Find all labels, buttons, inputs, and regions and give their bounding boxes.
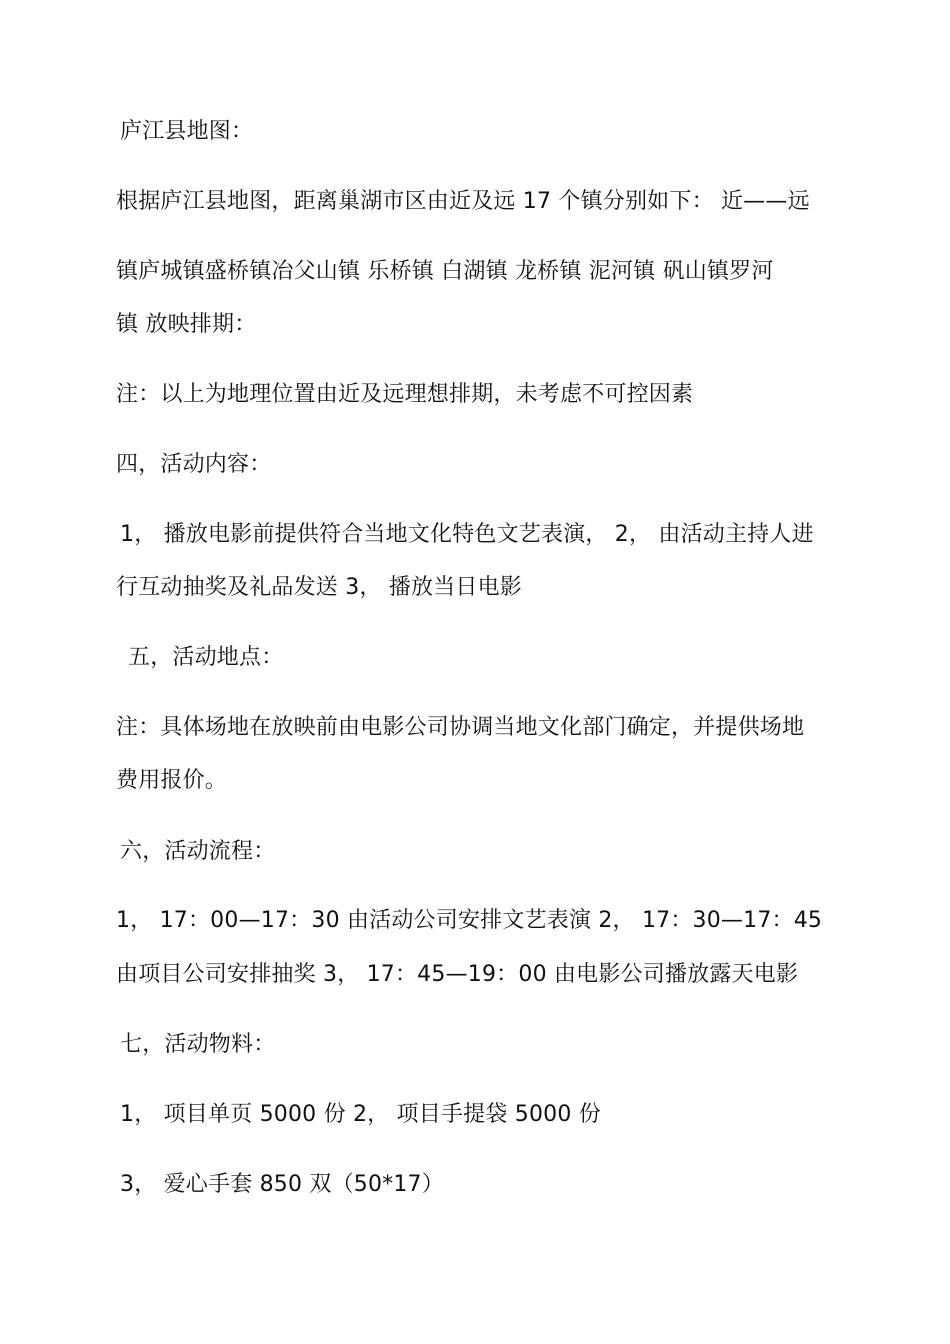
paragraph-line: 镇 放映排期： — [116, 312, 257, 337]
paragraph-line: 1， 播放电影前提供符合当地文化特色文艺表演， 2， 由活动主持人进 — [120, 522, 814, 547]
paragraph-line: 根据庐江县地图，距离巢湖市区由近及远 17 个镇分别如下： 近——远 — [116, 189, 810, 214]
paragraph-line: 1， 17：00—17：30 由活动公司安排文艺表演 2， 17：30—17：45 — [116, 908, 823, 933]
section-heading-5: 五，活动地点： — [128, 645, 284, 670]
note-line: 注：以上为地理位置由近及远理想排期，未考虑不可控因素 — [116, 382, 694, 407]
map-heading: 庐江县地图： — [120, 119, 254, 144]
paragraph-line: 费用报价。 — [116, 768, 228, 793]
section-heading-4: 四，活动内容： — [116, 452, 272, 477]
section-heading-7: 七，活动物料： — [120, 1032, 276, 1057]
note-line: 注：具体场地在放映前由电影公司协调当地文化部门确定，并提供场地 — [116, 715, 805, 740]
paragraph-line: 镇庐城镇盛桥镇冶父山镇 乐桥镇 白湖镇 龙桥镇 泥河镇 矾山镇罗河 — [116, 259, 774, 284]
paragraph-line: 1， 项目单页 5000 份 2， 项目手提袋 5000 份 — [120, 1102, 601, 1127]
section-heading-6: 六，活动流程： — [120, 839, 276, 864]
paragraph-line: 行互动抽奖及礼品发送 3， 播放当日电影 — [116, 575, 522, 600]
paragraph-line: 3， 爱心手套 850 双（50*17） — [120, 1172, 444, 1197]
paragraph-line: 由项目公司安排抽奖 3， 17：45—19：00 由电影公司播放露天电影 — [116, 962, 799, 987]
